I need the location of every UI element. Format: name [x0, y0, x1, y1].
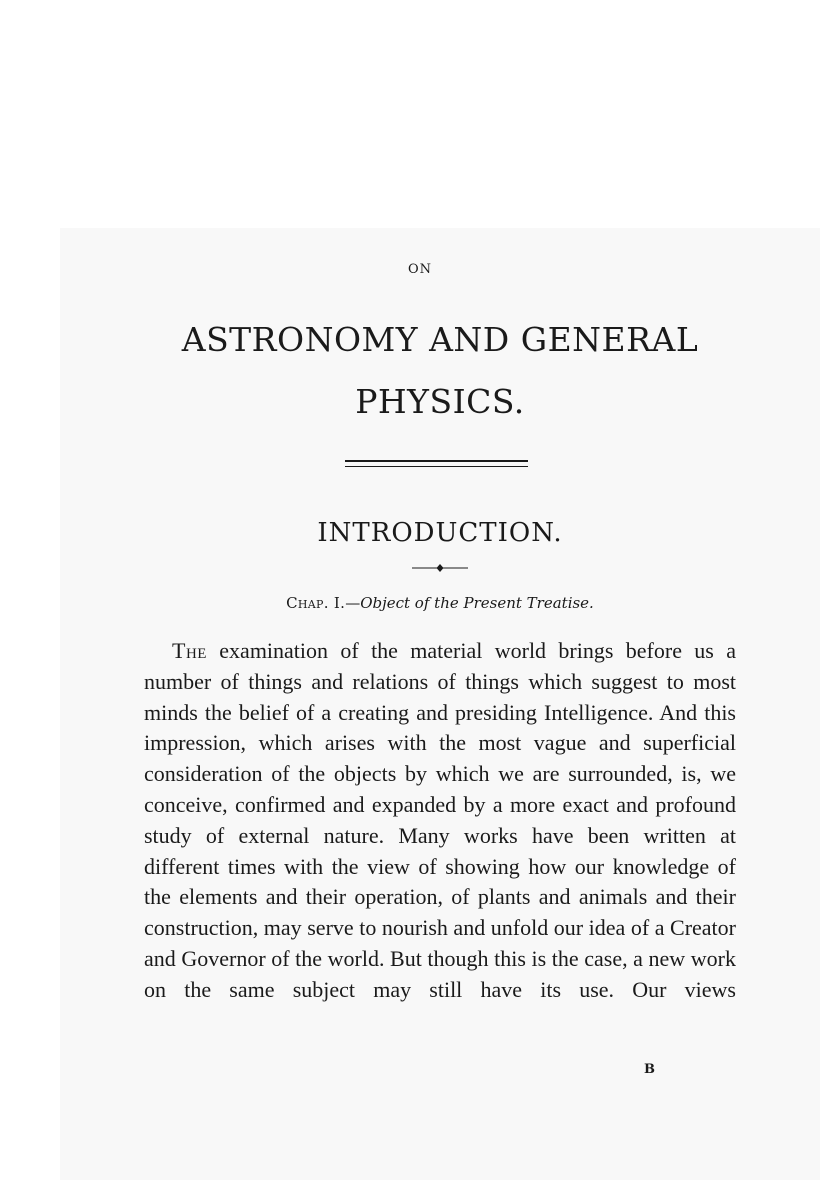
- lead-word: The: [172, 638, 207, 663]
- page-title-line-1: ASTRONOMY AND GENERAL: [181, 320, 699, 359]
- pre-title: ON: [407, 262, 433, 277]
- double-rule-divider: [345, 460, 528, 467]
- section-heading: INTRODUCTION.: [317, 518, 563, 548]
- body-paragraph: [144, 636, 736, 1006]
- page-title-line-2: PHYSICS.: [355, 382, 525, 421]
- chapter-dash: —: [345, 594, 361, 612]
- paragraph-text: examination of the material world brings before us a number of things and relations of things which suggest to most minds the belief of a creating and presiding Intelligence. And this impression, which arises with the most vague and superficial consideration of the objects by which we are surrounded, is, we conceive, confirmed and expanded by a more exact and profound study of external nature. Many works have been written at different times with the view of showing how our knowledge of the elements and their operation, of plants and animals and their construction, may serve to nourish and unfold our idea of a Creator and Governor of the world. But though this is the case, a new work on the same subject may still have its use. Our views: [144, 638, 736, 1002]
- chapter-heading: [0, 594, 840, 612]
- chapter-label: Chap. I.: [286, 594, 346, 612]
- signature-mark: B: [644, 1062, 655, 1077]
- ornament-divider-icon: [410, 563, 470, 573]
- chapter-subtitle: Object of the Present Treatise.: [360, 594, 594, 612]
